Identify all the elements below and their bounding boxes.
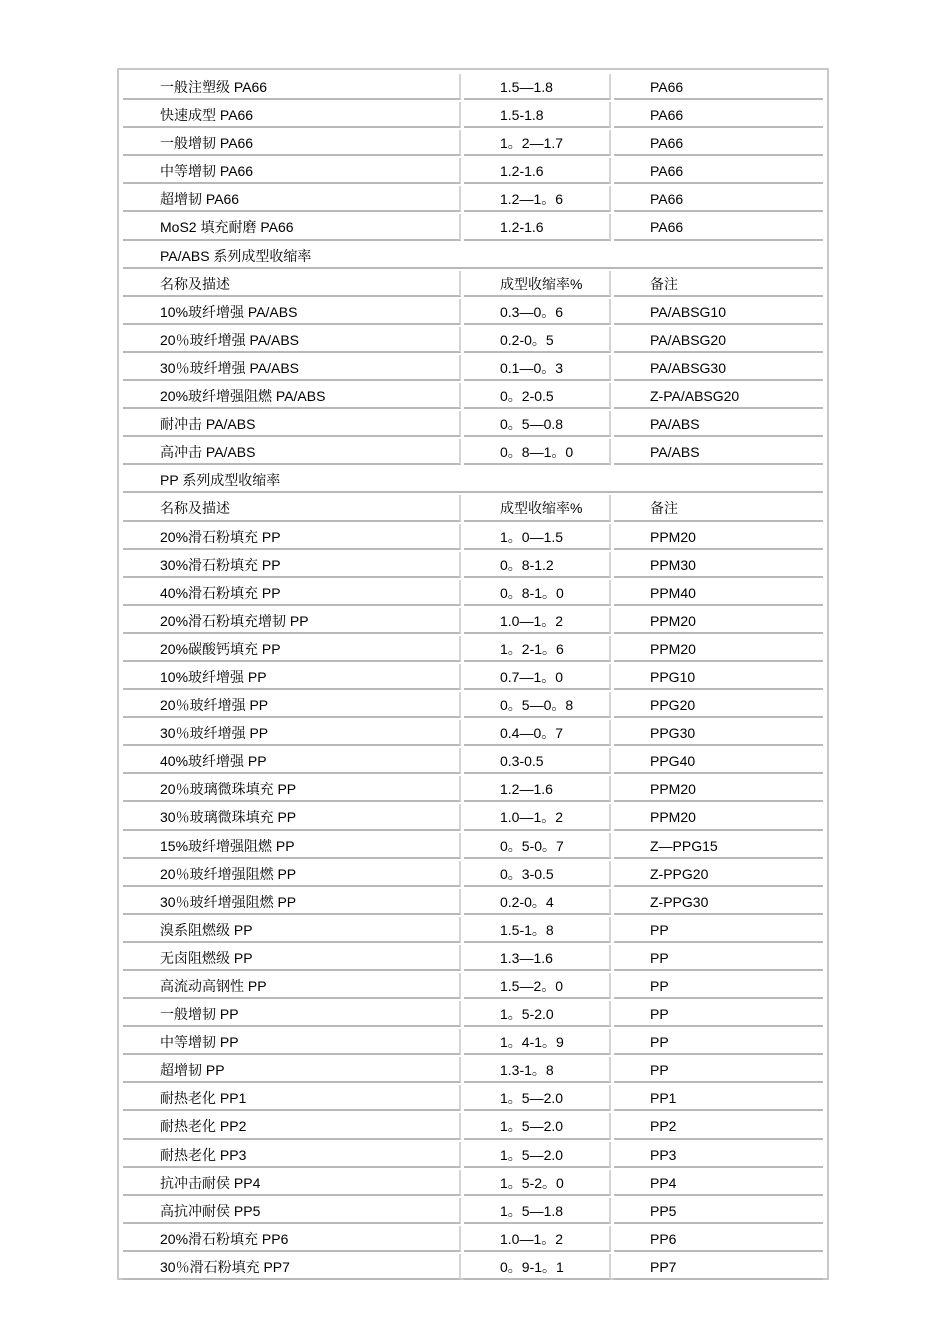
note-cell: PA/ABS xyxy=(614,439,823,465)
name-cell: 抗冲击耐侯 PP4 xyxy=(123,1170,461,1196)
note-cell: Z—PPG15 xyxy=(614,833,823,859)
shrinkage-cell: 1。5—2.0 xyxy=(464,1113,611,1139)
table-row xyxy=(123,184,823,212)
shrinkage-cell: 1.5—1.8 xyxy=(464,74,611,100)
shrinkage-cell: 0。8-1。0 xyxy=(464,580,611,606)
name-cell: 耐冲击 PA/ABS xyxy=(123,411,461,437)
shrinkage-cell: 1。5—2.0 xyxy=(464,1085,611,1111)
note-cell: PA/ABS xyxy=(614,411,823,437)
name-cell: 中等增韧 PP xyxy=(123,1029,461,1055)
table-row xyxy=(123,1027,823,1055)
table-row xyxy=(123,409,823,437)
name-cell: MoS2 填充耐磨 PA66 xyxy=(123,214,461,240)
note-cell: PP6 xyxy=(614,1226,823,1252)
note-cell: PPM40 xyxy=(614,580,823,606)
table-row xyxy=(123,100,823,128)
name-cell: 30％滑石粉填充 PP7 xyxy=(123,1254,461,1280)
shrinkage-cell: 1.0—1。2 xyxy=(464,804,611,830)
shrinkage-cell: 0。5—0。8 xyxy=(464,692,611,718)
shrinkage-cell: 0。8—1。0 xyxy=(464,439,611,465)
name-cell: 30％玻纤增强 PP xyxy=(123,720,461,746)
table-row xyxy=(123,325,823,353)
note-cell: PA/ABSG30 xyxy=(614,355,823,381)
shrinkage-cell: 0.1—0。3 xyxy=(464,355,611,381)
table-row xyxy=(123,774,823,802)
shrinkage-cell: 1.2-1.6 xyxy=(464,158,611,184)
note-cell: PP xyxy=(614,917,823,943)
shrinkage-cell: 0。2-0.5 xyxy=(464,383,611,409)
note-cell: PP7 xyxy=(614,1254,823,1280)
shrinkage-cell: 1。4-1。9 xyxy=(464,1029,611,1055)
name-cell: 10%玻纤增强 PA/ABS xyxy=(123,299,461,325)
name-cell: 15%玻纤增强阻燃 PP xyxy=(123,833,461,859)
shrinkage-cell: 0.7—1。0 xyxy=(464,664,611,690)
name-cell: 20%碳酸钙填充 PP xyxy=(123,636,461,662)
name-cell: 超增韧 PA66 xyxy=(123,186,461,212)
name-cell: 高抗冲耐侯 PP5 xyxy=(123,1198,461,1224)
shrinkage-cell: 1。2-1。6 xyxy=(464,636,611,662)
table-row xyxy=(123,802,823,830)
shrinkage-cell: 0。8-1.2 xyxy=(464,552,611,578)
note-cell: Z-PPG30 xyxy=(614,889,823,915)
name-cell: 高冲击 PA/ABS xyxy=(123,439,461,465)
table-row xyxy=(123,493,823,521)
name-cell: 20%玻纤增强阻燃 PA/ABS xyxy=(123,383,461,409)
note-cell: PP xyxy=(614,973,823,999)
table-row xyxy=(123,269,823,297)
table-row xyxy=(123,297,823,325)
shrinkage-cell: 0.4—0。7 xyxy=(464,720,611,746)
note-cell: PPM20 xyxy=(614,776,823,802)
name-cell: 一般增韧 PA66 xyxy=(123,130,461,156)
table-row xyxy=(123,212,823,240)
shrinkage-cell: 1。5-2.0 xyxy=(464,1001,611,1027)
table-row xyxy=(123,831,823,859)
note-cell: 备注 xyxy=(614,495,823,521)
name-cell: 高流动高钢性 PP xyxy=(123,973,461,999)
note-cell: PA66 xyxy=(614,186,823,212)
note-cell: PP xyxy=(614,1057,823,1083)
table-row xyxy=(123,1224,823,1252)
shrinkage-cell: 0。9-1。1 xyxy=(464,1254,611,1280)
table-row xyxy=(123,1252,823,1280)
table-row xyxy=(123,999,823,1027)
table-row xyxy=(123,718,823,746)
note-cell: PPG10 xyxy=(614,664,823,690)
name-cell: 40%玻纤增强 PP xyxy=(123,748,461,774)
table-row xyxy=(123,1083,823,1111)
table-row xyxy=(123,381,823,409)
shrinkage-cell: 1.5-1.8 xyxy=(464,102,611,128)
note-cell: PP xyxy=(614,945,823,971)
note-cell: PA66 xyxy=(614,214,823,240)
section-header-row xyxy=(123,241,823,269)
name-cell: 30％玻纤增强 PA/ABS xyxy=(123,355,461,381)
table-row xyxy=(123,690,823,718)
shrinkage-cell: 0.3-0.5 xyxy=(464,748,611,774)
table-row xyxy=(123,634,823,662)
table-row xyxy=(123,1196,823,1224)
name-cell: 中等增韧 PA66 xyxy=(123,158,461,184)
shrinkage-cell: 1.2-1.6 xyxy=(464,214,611,240)
note-cell: Z-PA/ABSG20 xyxy=(614,383,823,409)
table-row xyxy=(123,128,823,156)
shrinkage-cell: 1。0—1.5 xyxy=(464,524,611,550)
name-cell: 快速成型 PA66 xyxy=(123,102,461,128)
note-cell: PPM30 xyxy=(614,552,823,578)
section-header-row xyxy=(123,465,823,493)
shrinkage-cell: 1.2—1.6 xyxy=(464,776,611,802)
name-cell: 耐热老化 PP1 xyxy=(123,1085,461,1111)
shrinkage-cell: 1。2—1.7 xyxy=(464,130,611,156)
name-cell: 20%滑石粉填充增韧 PP xyxy=(123,608,461,634)
name-cell: 20％玻璃微珠填充 PP xyxy=(123,776,461,802)
name-cell: 20%滑石粉填充 PP xyxy=(123,524,461,550)
table-row xyxy=(123,1168,823,1196)
name-cell: 名称及描述 xyxy=(123,495,461,521)
note-cell: PA66 xyxy=(614,102,823,128)
name-cell: 耐热老化 PP2 xyxy=(123,1113,461,1139)
shrinkage-cell: 1.3-1。8 xyxy=(464,1057,611,1083)
table-row xyxy=(123,887,823,915)
note-cell: PP3 xyxy=(614,1142,823,1168)
section-title: PP 系列成型收缩率 xyxy=(123,467,823,493)
note-cell: Z-PPG20 xyxy=(614,861,823,887)
note-cell: PPG40 xyxy=(614,748,823,774)
shrinkage-cell: 1。5—1.8 xyxy=(464,1198,611,1224)
table-row xyxy=(123,971,823,999)
note-cell: 备注 xyxy=(614,271,823,297)
shrinkage-cell: 1。5—2.0 xyxy=(464,1142,611,1168)
note-cell: PP2 xyxy=(614,1113,823,1139)
note-cell: PA/ABSG20 xyxy=(614,327,823,353)
table-row xyxy=(123,1140,823,1168)
name-cell: 20％玻纤增强阻燃 PP xyxy=(123,861,461,887)
shrinkage-cell: 0.3—0。6 xyxy=(464,299,611,325)
name-cell: 30％玻纤增强阻燃 PP xyxy=(123,889,461,915)
note-cell: PA/ABSG10 xyxy=(614,299,823,325)
table-row xyxy=(123,72,823,100)
shrinkage-table xyxy=(117,68,829,1280)
note-cell: PPM20 xyxy=(614,524,823,550)
shrinkage-cell: 1.5—2。0 xyxy=(464,973,611,999)
table-row xyxy=(123,915,823,943)
shrinkage-cell: 0.2-0。5 xyxy=(464,327,611,353)
shrinkage-cell: 0。5—0.8 xyxy=(464,411,611,437)
name-cell: 一般增韧 PP xyxy=(123,1001,461,1027)
name-cell: 30％玻璃微珠填充 PP xyxy=(123,804,461,830)
table-row xyxy=(123,1111,823,1139)
name-cell: 20％玻纤增强 PP xyxy=(123,692,461,718)
table-row xyxy=(123,550,823,578)
table-row xyxy=(123,437,823,465)
table-row xyxy=(123,606,823,634)
shrinkage-cell: 1.2—1。6 xyxy=(464,186,611,212)
note-cell: PA66 xyxy=(614,74,823,100)
table-row xyxy=(123,662,823,690)
note-cell: PP4 xyxy=(614,1170,823,1196)
name-cell: 一般注塑级 PA66 xyxy=(123,74,461,100)
shrinkage-cell: 0。5-0。7 xyxy=(464,833,611,859)
note-cell: PPM20 xyxy=(614,804,823,830)
shrinkage-cell: 0。3-0.5 xyxy=(464,861,611,887)
note-cell: PPG20 xyxy=(614,692,823,718)
section-title: PA/ABS 系列成型收缩率 xyxy=(123,243,823,269)
table-row xyxy=(123,1055,823,1083)
note-cell: PPM20 xyxy=(614,636,823,662)
shrinkage-cell: 成型收缩率% xyxy=(464,495,611,521)
note-cell: PP1 xyxy=(614,1085,823,1111)
table-row xyxy=(123,578,823,606)
name-cell: 名称及描述 xyxy=(123,271,461,297)
table-body xyxy=(123,72,823,1280)
note-cell: PP xyxy=(614,1029,823,1055)
shrinkage-cell: 成型收缩率% xyxy=(464,271,611,297)
table-row xyxy=(123,943,823,971)
name-cell: 超增韧 PP xyxy=(123,1057,461,1083)
note-cell: PA66 xyxy=(614,158,823,184)
table-row xyxy=(123,522,823,550)
shrinkage-cell: 1.0—1。2 xyxy=(464,608,611,634)
note-cell: PP xyxy=(614,1001,823,1027)
shrinkage-cell: 1.3—1.6 xyxy=(464,945,611,971)
name-cell: 40%滑石粉填充 PP xyxy=(123,580,461,606)
shrinkage-cell: 1。5-2。0 xyxy=(464,1170,611,1196)
table-row xyxy=(123,353,823,381)
note-cell: PP5 xyxy=(614,1198,823,1224)
name-cell: 10%玻纤增强 PP xyxy=(123,664,461,690)
name-cell: 溴系阻燃级 PP xyxy=(123,917,461,943)
note-cell: PA66 xyxy=(614,130,823,156)
name-cell: 无卤阻燃级 PP xyxy=(123,945,461,971)
shrinkage-cell: 1.0—1。2 xyxy=(464,1226,611,1252)
name-cell: 20%滑石粉填充 PP6 xyxy=(123,1226,461,1252)
table-row xyxy=(123,859,823,887)
shrinkage-cell: 1.5-1。8 xyxy=(464,917,611,943)
note-cell: PPM20 xyxy=(614,608,823,634)
shrinkage-cell: 0.2-0。4 xyxy=(464,889,611,915)
name-cell: 20％玻纤增强 PA/ABS xyxy=(123,327,461,353)
note-cell: PPG30 xyxy=(614,720,823,746)
name-cell: 耐热老化 PP3 xyxy=(123,1142,461,1168)
name-cell: 30%滑石粉填充 PP xyxy=(123,552,461,578)
table-row xyxy=(123,746,823,774)
table-row xyxy=(123,156,823,184)
